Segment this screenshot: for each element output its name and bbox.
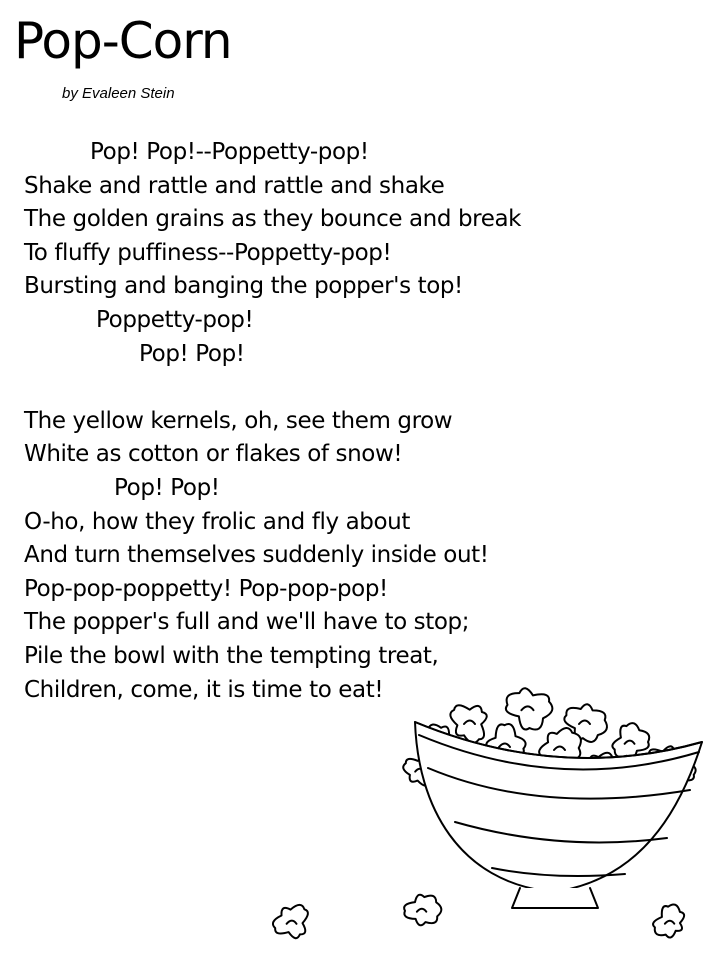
poem-line: Shake and rattle and rattle and shake — [24, 172, 445, 199]
poem-line: Pop! Pop!--Poppetty-pop! — [90, 139, 369, 165]
poem-line: The popper's full and we'll have to stop; — [24, 609, 470, 636]
poem-line: O-ho, how they frolic and fly about — [24, 508, 410, 535]
poem-line: Bursting and banging the popper's top! — [24, 273, 463, 300]
poem-line: Pop! Pop! — [139, 340, 245, 367]
poem-title: Pop-Corn — [14, 12, 232, 70]
poem-author: by Evaleen Stein — [62, 85, 175, 102]
poem-line: Poppetty-pop! — [96, 306, 254, 333]
poem-line: To fluffy puffiness--Poppetty-pop! — [24, 239, 392, 266]
poem-line: The yellow kernels, oh, see them grow — [24, 407, 453, 434]
poem-line: Pile the bowl with the tempting treat, — [24, 642, 439, 669]
popcorn-kernel-icon — [404, 895, 441, 926]
poem-line: Pop! Pop! — [114, 474, 220, 501]
poem-line: And turn themselves suddenly inside out! — [24, 542, 489, 569]
poem-line: Children, come, it is time to eat! — [24, 676, 384, 703]
poem-line: White as cotton or flakes of snow! — [24, 441, 403, 468]
popcorn-kernel-icon — [506, 688, 552, 729]
poem-line: Pop-pop-poppetty! Pop-pop-pop! — [24, 575, 388, 602]
loose-popcorn — [273, 895, 684, 938]
poem-line: The golden grains as they bounce and break — [24, 206, 522, 233]
